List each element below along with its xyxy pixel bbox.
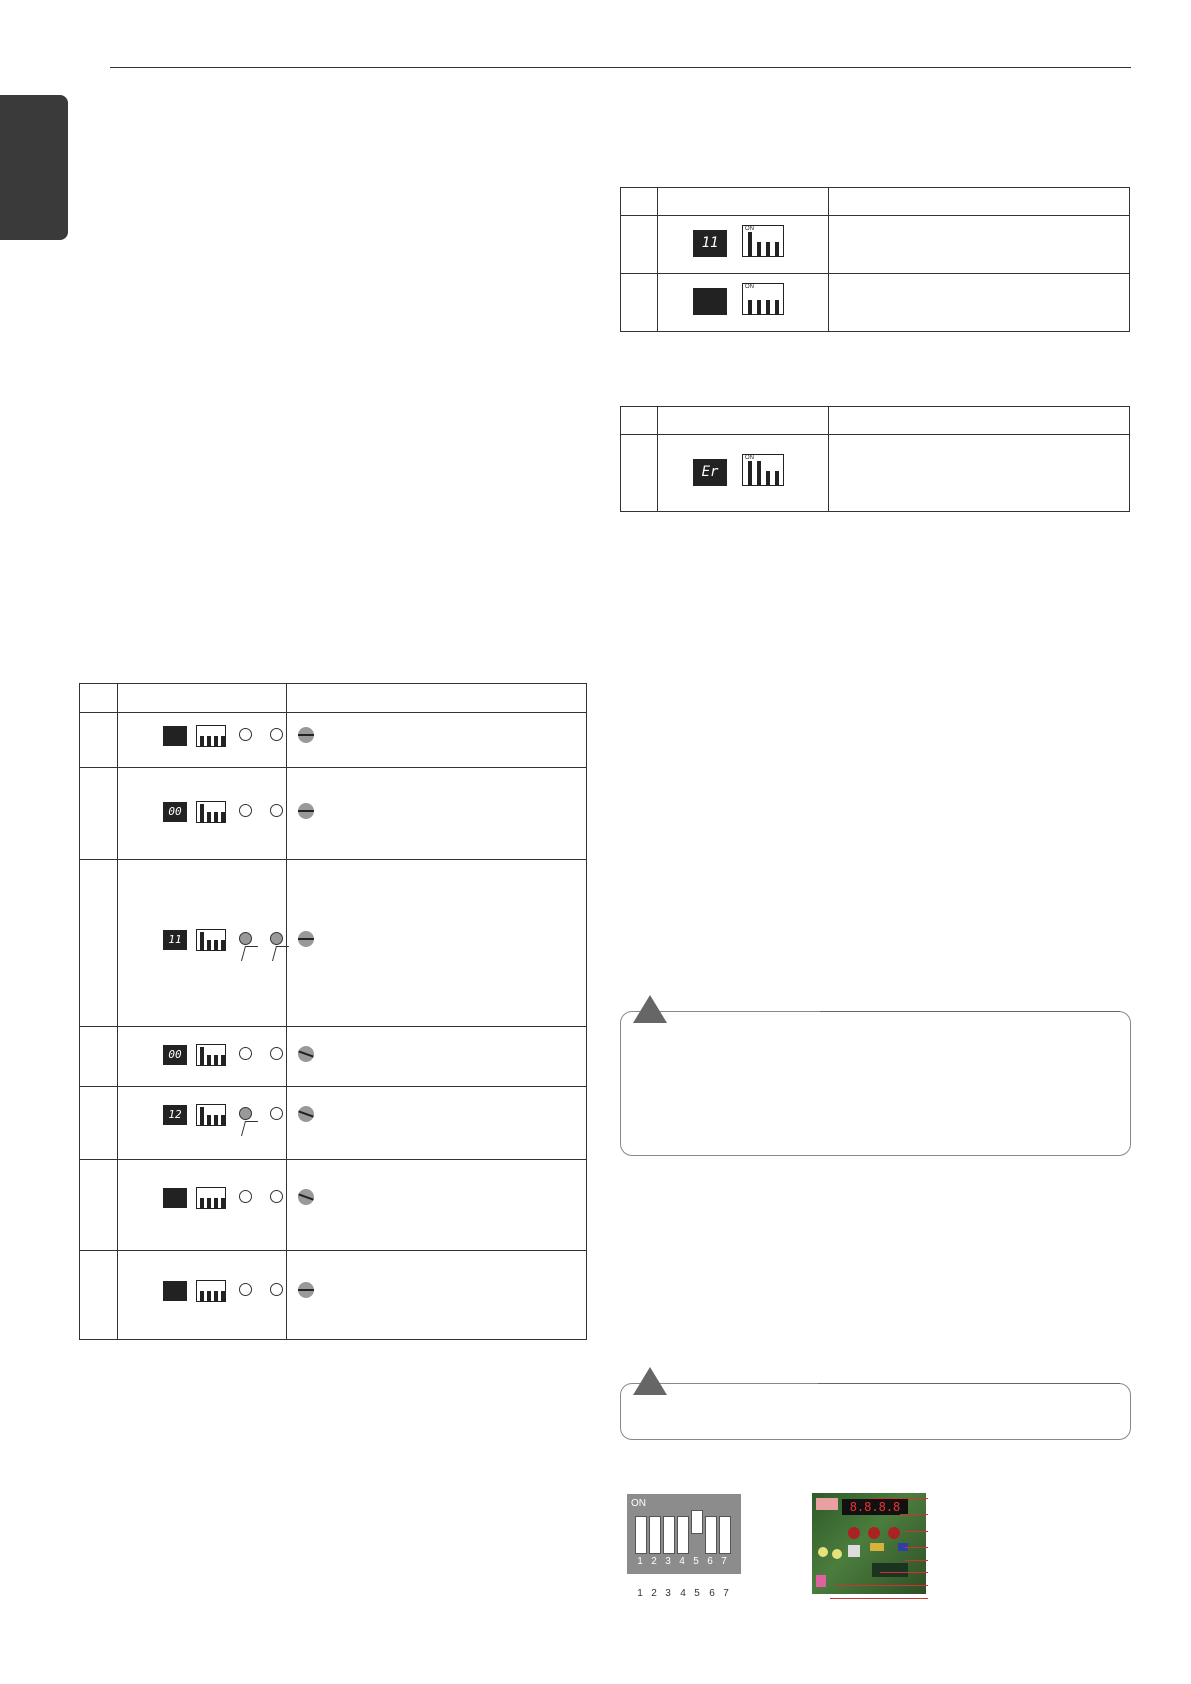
rotary-dial-icon [298, 803, 314, 819]
caution-box [620, 1011, 1131, 1156]
seven-segment-display [163, 1188, 187, 1208]
seven-segment-display: 12 [163, 1105, 187, 1125]
table-row [621, 274, 1130, 332]
status-figure [658, 216, 828, 273]
table-row [80, 1160, 587, 1251]
dip-switch-icon [196, 1280, 226, 1302]
step-figure [118, 860, 286, 1026]
dip-number: 4 [679, 1556, 685, 1567]
header-rule [110, 67, 1131, 68]
table-row [80, 860, 587, 1027]
sw1-button-icon [239, 1047, 252, 1060]
sw2-button-icon [270, 1283, 283, 1296]
dip-switch-icon: ON [742, 283, 784, 315]
sw2-button-icon [270, 932, 283, 945]
sw1-button-icon [239, 932, 252, 945]
dip-number: 5 [693, 1556, 699, 1567]
status-figure [658, 274, 828, 331]
callout-line [870, 1498, 928, 1499]
dip-switch-figure [627, 1494, 741, 1574]
sw1-button-icon [239, 1283, 252, 1296]
sw1-button-icon [239, 804, 252, 817]
push-button-part [868, 1527, 880, 1539]
dip-number: 7 [723, 1588, 729, 1599]
rotary-dial-icon [298, 1189, 314, 1205]
sw1-button-icon [239, 1107, 252, 1120]
table-row [621, 435, 1130, 512]
component-part [832, 1549, 842, 1559]
component-part [872, 1563, 908, 1577]
callout-line [880, 1572, 928, 1573]
seven-segment-display: Er [693, 459, 727, 486]
status-table-1 [620, 187, 1130, 332]
seven-segment-display [693, 288, 727, 315]
dip-switch-icon: ON [742, 454, 784, 486]
push-button-part [848, 1527, 860, 1539]
pcb-display: 8.8.8.8 [842, 1499, 908, 1515]
pcb-photo [812, 1493, 926, 1594]
table-row [80, 1251, 587, 1340]
sw2-button-icon [270, 804, 283, 817]
rotary-dial-icon [298, 931, 314, 947]
callout-line [830, 1598, 928, 1599]
table-row [80, 768, 587, 860]
seven-segment-display: 11 [163, 930, 187, 950]
step-figure [118, 1160, 286, 1250]
caution-header-rule [820, 1011, 1120, 1012]
sw2-button-icon [270, 1107, 283, 1120]
table-row [80, 713, 587, 768]
callout-line [905, 1547, 928, 1548]
dip-number: 7 [721, 1556, 727, 1567]
step-figure [118, 1087, 286, 1159]
status-table-2 [620, 406, 1130, 512]
dip-number: 1 [637, 1556, 643, 1567]
dip-switch-icon [196, 725, 226, 747]
component-part [870, 1543, 884, 1551]
caution-header-rule [818, 1383, 1120, 1384]
dip-switch-icon: ON [742, 225, 784, 257]
push-button-part [888, 1527, 900, 1539]
step-figure [118, 1251, 286, 1339]
rotary-dial-icon [298, 1282, 314, 1298]
rotary-dial-icon [298, 1046, 314, 1062]
seven-segment-display [163, 726, 187, 746]
table-row [621, 216, 1130, 274]
step-figure [118, 768, 286, 859]
component-part [816, 1575, 826, 1587]
step-figure [118, 713, 286, 767]
status-figure [658, 435, 828, 511]
sw2-button-icon [270, 728, 283, 741]
table-row [80, 1027, 587, 1087]
component-part [818, 1547, 828, 1557]
dip-switch-icon [196, 1187, 226, 1209]
callout-line [900, 1514, 928, 1515]
dip-number: 6 [707, 1556, 713, 1567]
dip-number: 4 [680, 1588, 686, 1599]
seven-segment-display [163, 1281, 187, 1301]
callout-line [905, 1560, 928, 1561]
dip-switch-icon [196, 801, 226, 823]
dip-switch-icon [196, 929, 226, 951]
rotary-dial-icon [298, 727, 314, 743]
sw1-button-icon [239, 1190, 252, 1203]
dip-switch-icon [196, 1044, 226, 1066]
seven-segment-display: 00 [163, 1045, 187, 1065]
press-hand-icon [241, 946, 258, 961]
sw2-button-icon [270, 1190, 283, 1203]
dip-on-label: ON [631, 1498, 646, 1509]
dip-number: 3 [665, 1556, 671, 1567]
dip-number: 2 [651, 1556, 657, 1567]
callout-line [905, 1531, 928, 1532]
component-part [848, 1545, 860, 1557]
chapter-tab [0, 95, 68, 240]
dip-number: 5 [694, 1588, 700, 1599]
dip-switch-part [816, 1498, 838, 1510]
dip-number: 2 [651, 1588, 657, 1599]
sw2-button-icon [270, 1047, 283, 1060]
warning-icon [633, 1367, 667, 1395]
dip-switch-icon [196, 1104, 226, 1126]
caution-box [620, 1383, 1131, 1440]
warning-icon [633, 995, 667, 1023]
dip-number: 6 [709, 1588, 715, 1599]
step-figure [118, 1027, 286, 1086]
table-row [80, 1087, 587, 1160]
seven-segment-display: 11 [693, 230, 727, 257]
seven-segment-display: 00 [163, 802, 187, 822]
dip-number: 1 [637, 1588, 643, 1599]
press-hand-icon [241, 1121, 258, 1136]
callout-line [835, 1585, 928, 1586]
rotary-dial-icon [298, 1106, 314, 1122]
setting-procedure-table [79, 683, 587, 1340]
sw1-button-icon [239, 728, 252, 741]
dip-number: 3 [665, 1588, 671, 1599]
